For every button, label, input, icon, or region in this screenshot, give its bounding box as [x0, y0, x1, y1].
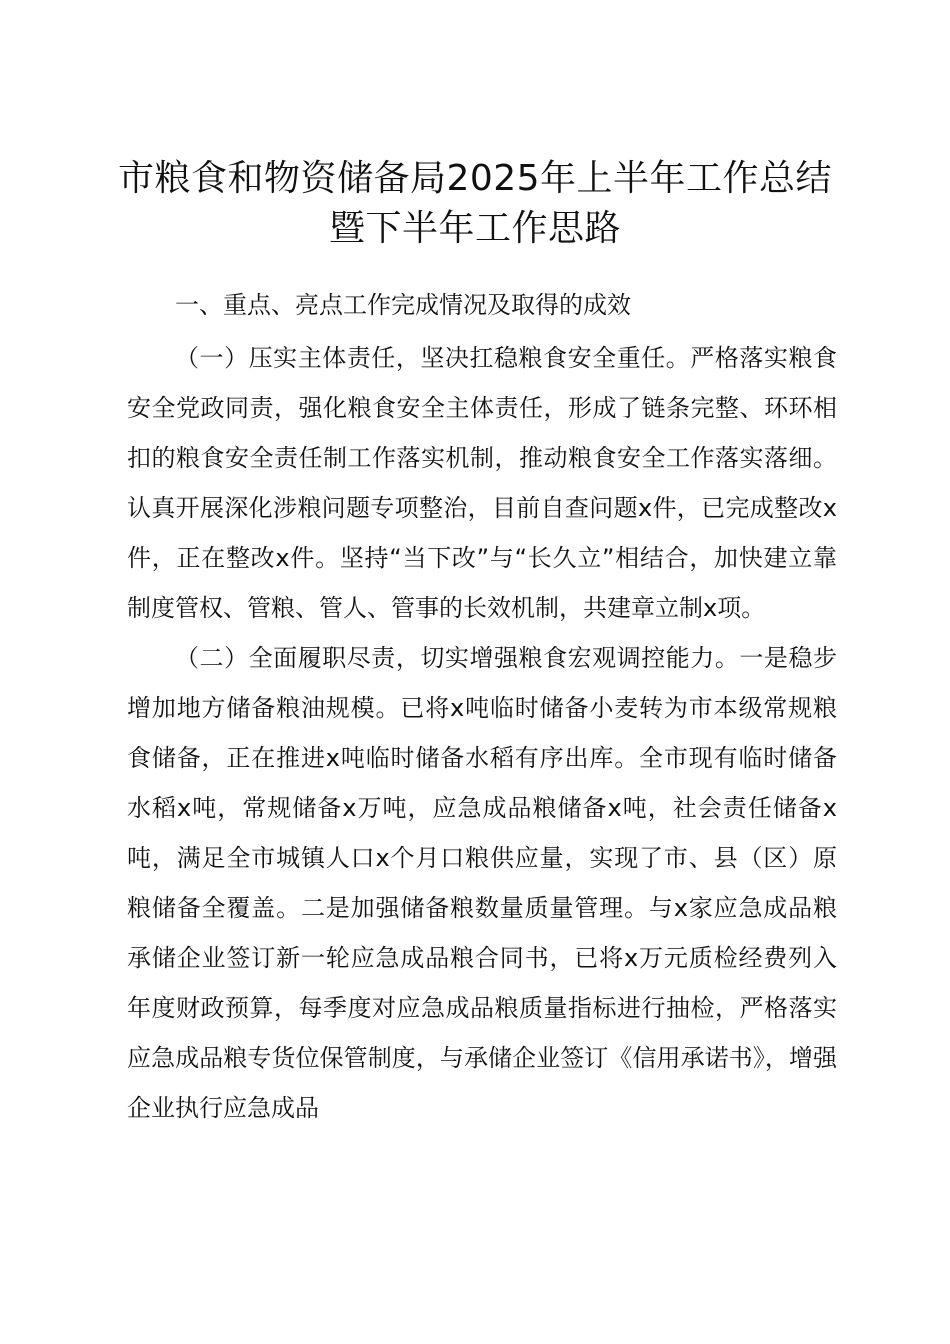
paragraph-1: （一）压实主体责任，坚决扛稳粮食安全重任。严格落实粮食安全党政同责，强化粮食安全主体责任，形成了链条完整、环环相扣的粮食安全责任制工作落实机制，推动粮食安全工作落实落细。认真开展深化涉粮问题专项整治，目前自查问题x件，已完成整改x件，正在整改x件。坚持“当下改”与“长久立”相结合，加快建立靠制度管权、管粮、管人、管事的长效机制，共建章立制x项。 — [127, 344, 837, 622]
title-line-2: 暨下半年工作思路 — [328, 208, 621, 249]
title-line-1: 市粮食和物资储备局2025年上半年工作总结 — [117, 158, 833, 199]
document-title — [110, 154, 840, 254]
paragraph-2: （二）全面履职尽责，切实增强粮食宏观调控能力。一是稳步增加地方储备粮油规模。已将x吨临时储备小麦转为市本级常规粮食储备，正在推进x吨临时储备水稻有序出库。全市现有临时储备水稻x吨，常规储备x万吨，应急成品粮储备x吨，社会责任储备x吨，满足全市城镇人口x个月口粮供应量，实现了市、县（区）原粮储备全覆盖。二是加强储备粮数量质量管理。与x家应急成品粮承储企业签订新一轮应急成品粮合同书，已将x万元质检经费列入年度财政预算，每季度对应急成品粮质量指标进行抽检，严格落实应急成品粮专货位保管制度，与承储企业签订《信用承诺书》，增强企业执行应急成品 — [127, 644, 837, 1122]
section-heading-1: 一、重点、亮点工作完成情况及取得的成效 — [175, 291, 631, 319]
document-body — [127, 283, 837, 1133]
